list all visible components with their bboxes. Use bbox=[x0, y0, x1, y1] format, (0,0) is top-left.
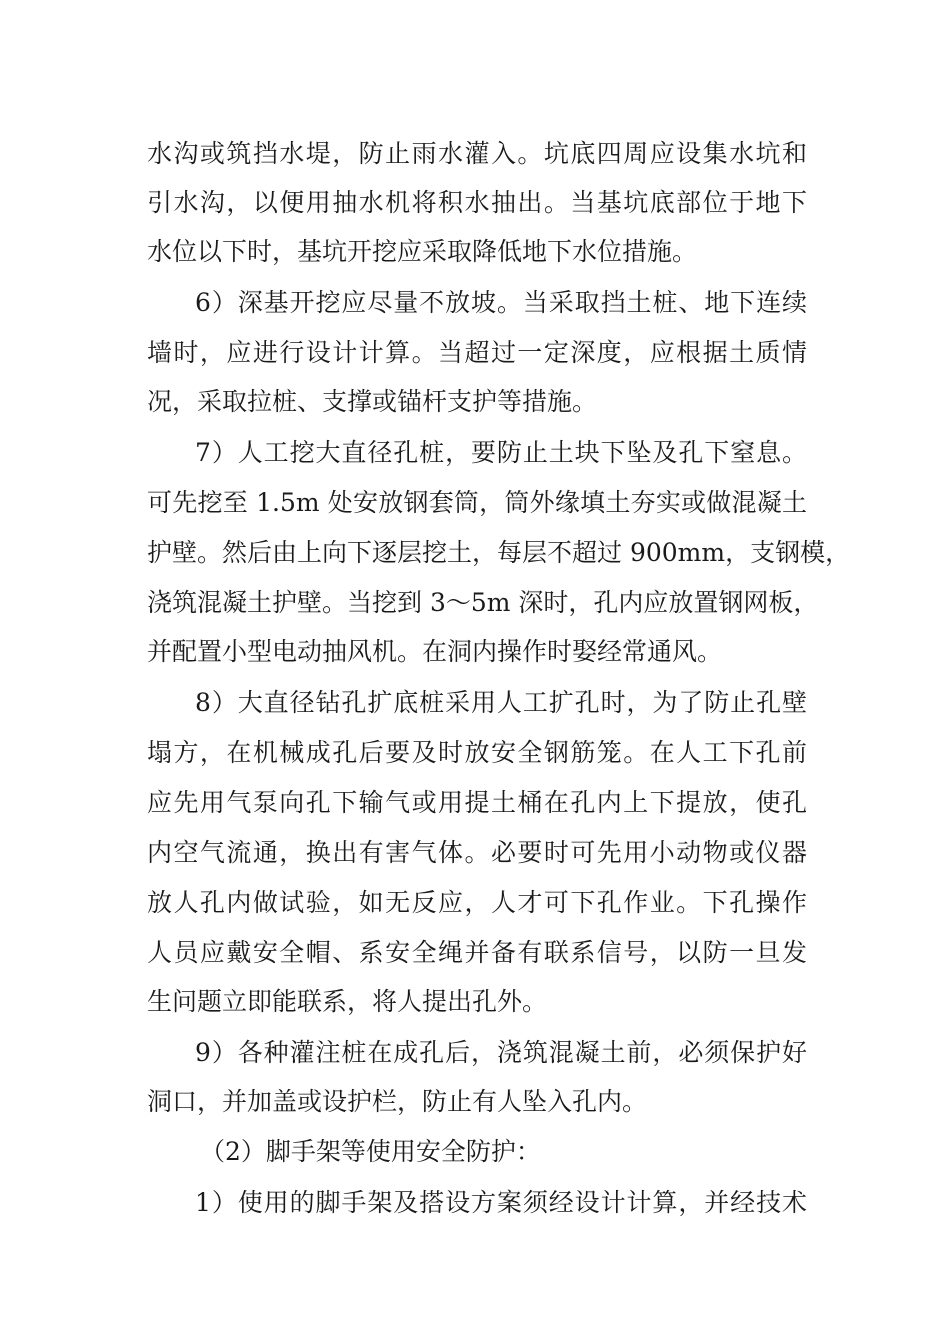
text-line: 况，采取拉桩、支撑或锚杆支护等措施。 bbox=[147, 387, 598, 416]
text-line: 并配置小型电动抽风机。在洞内操作时娶经常通风。 bbox=[147, 637, 723, 666]
text-line: 应先用气泵向孔下输气或用提土桶在孔内上下提放，使孔 bbox=[147, 788, 807, 817]
text-line: 人员应戴安全帽、系安全绳并备有联系信号，以防一旦发 bbox=[147, 938, 807, 967]
text-line: 浇筑混凝土护壁。当挖到 3～5m 深时，孔内应放置钢网板， bbox=[147, 588, 819, 617]
text-line: 放人孔内做试验，如无反应，人才可下孔作业。下孔操作 bbox=[147, 888, 807, 917]
text-line: 洞口，并加盖或设护栏，防止有人坠入孔内。 bbox=[147, 1087, 648, 1116]
text-line: 塌方，在机械成孔后要及时放安全钢筋笼。在人工下孔前 bbox=[147, 738, 807, 767]
text-line: 6）深基开挖应尽量不放坡。当采取挡土桩、地下连续 bbox=[195, 288, 807, 317]
text-line: 7）人工挖大直径孔桩，要防止土块下坠及孔下窒息。 bbox=[195, 438, 807, 467]
text-line: 可先挖至 1.5m 处安放钢套筒，筒外缘填土夯实或做混凝土 bbox=[147, 488, 807, 517]
text-line: 8）大直径钻孔扩底桩采用人工扩孔时，为了防止孔壁 bbox=[195, 688, 807, 717]
text-line: 水沟或筑挡水堤，防止雨水灌入。坑底四周应设集水坑和 bbox=[147, 139, 807, 168]
text-line: 墙时，应进行设计计算。当超过一定深度，应根据土质情 bbox=[147, 338, 807, 367]
text-line: 1）使用的脚手架及搭设方案须经设计计算，并经技术 bbox=[195, 1188, 807, 1217]
section-heading: （2）脚手架等使用安全防护： bbox=[200, 1137, 541, 1166]
text-line: 9）各种灌注桩在成孔后，浇筑混凝土前，必须保护好 bbox=[195, 1038, 807, 1067]
text-line: 护壁。然后由上向下逐层挖土，每层不超过 900mm，支钢模， bbox=[147, 538, 851, 567]
text-line: 水位以下时，基坑开挖应采取降低地下水位措施。 bbox=[147, 237, 698, 266]
text-line: 生问题立即能联系，将人提出孔外。 bbox=[147, 987, 548, 1016]
text-line: 内空气流通，换出有害气体。必要时可先用小动物或仪器 bbox=[147, 838, 807, 867]
text-line: 引水沟，以便用抽水机将积水抽出。当基坑底部位于地下 bbox=[147, 188, 807, 217]
